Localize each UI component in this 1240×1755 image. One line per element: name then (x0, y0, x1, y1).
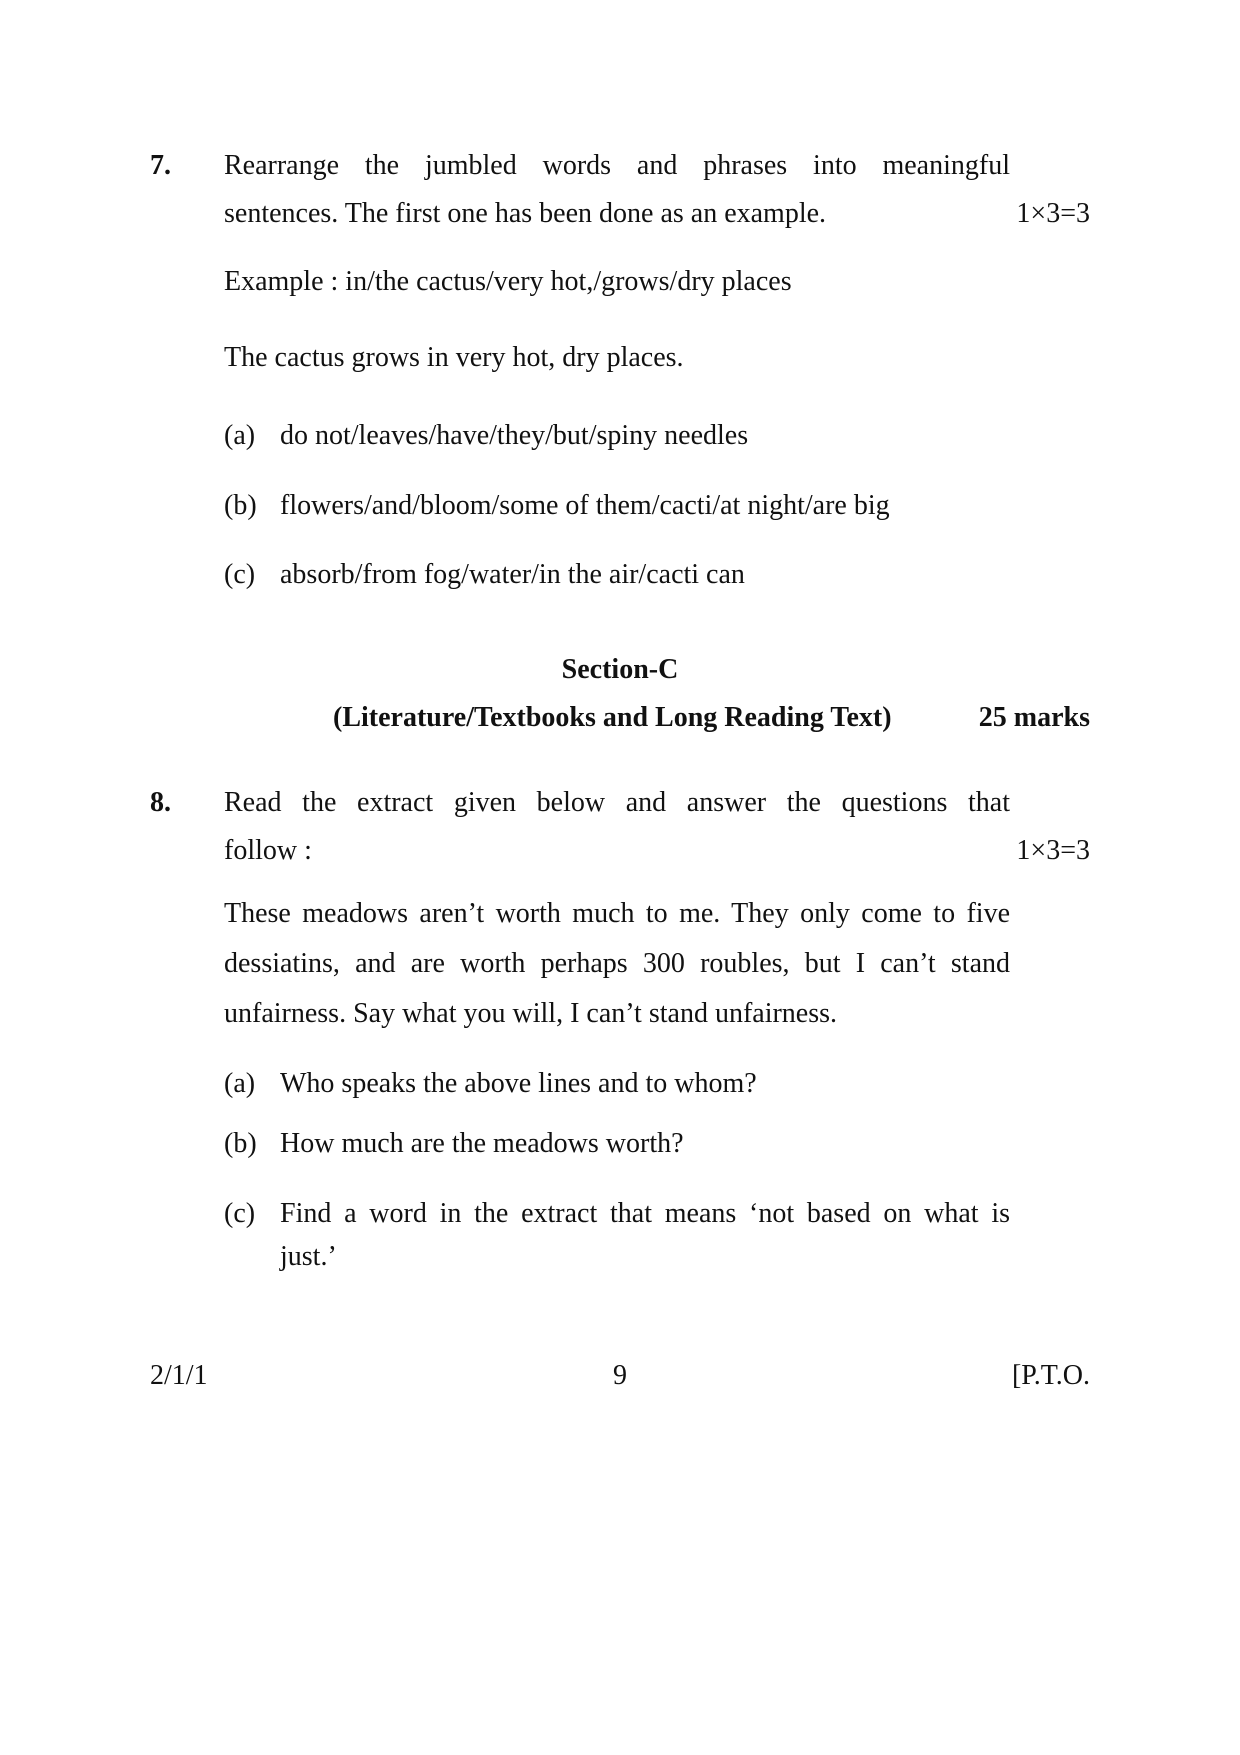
extract-line-1: These meadows aren’t worth much to me. They only come to five (224, 898, 1010, 929)
question-7b-label: (b) (224, 490, 257, 521)
extract-line-2: dessiatins, and are worth perhaps 300 roubles, but I can’t stand (224, 948, 1010, 979)
question-7b-text: flowers/and/bloom/some of them/cacti/at night/are big (280, 490, 890, 521)
section-subtitle: (Literature/Textbooks and Long Reading Text) (333, 702, 892, 733)
extract-line-3: unfairness. Say what you will, I can’t stand unfairness. (224, 998, 838, 1029)
question-7a-label: (a) (224, 420, 256, 451)
section-title: Section-C (561, 654, 679, 685)
pto-marker: [P.T.O. (1011, 1360, 1090, 1391)
question-8-line-1: Read the extract given below and answer the questions that (224, 787, 1010, 818)
question-8b-label: (b) (224, 1128, 257, 1159)
paper-code: 2/1/1 (150, 1360, 208, 1391)
question-8-line-2: follow : (224, 835, 312, 866)
question-8a-text: Who speaks the above lines and to whom? (280, 1068, 757, 1099)
section-marks: 25 marks (978, 702, 1090, 733)
question-8-marks: 1×3=3 (1016, 835, 1090, 866)
question-7-line-1: Rearrange the jumbled words and phrases into meaningful (224, 150, 1010, 181)
question-7-line-2: sentences. The first one has been done as an example. (224, 198, 827, 229)
question-7-marks: 1×3=3 (1016, 198, 1090, 229)
question-7-example: Example : in/the cactus/very hot,/grows/dry places (224, 266, 792, 297)
question-8b-text: How much are the meadows worth? (280, 1128, 684, 1159)
question-8a-label: (a) (224, 1068, 256, 1099)
question-8c-label: (c) (224, 1198, 256, 1229)
question-7a-text: do not/leaves/have/they/but/spiny needles (280, 420, 749, 451)
question-7-number: 7. (150, 150, 171, 181)
question-7c-label: (c) (224, 559, 256, 590)
question-7c-text: absorb/from fog/water/in the air/cacti can (280, 559, 745, 590)
question-8c-text-line-1: Find a word in the extract that means ‘not based on what is (280, 1198, 1010, 1229)
page-number: 9 (613, 1360, 627, 1391)
question-7-example-answer: The cactus grows in very hot, dry places. (224, 342, 684, 373)
question-8-number: 8. (150, 787, 171, 818)
question-8c-text-line-2: just.’ (280, 1241, 337, 1272)
